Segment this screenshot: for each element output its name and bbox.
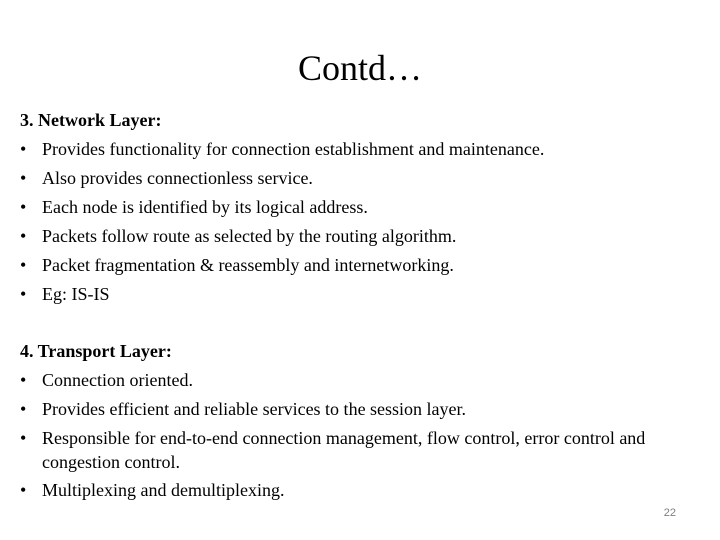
list-item: [20, 193, 700, 222]
transport-layer-heading: 4. Transport Layer:: [20, 341, 172, 361]
bullet-text: Each node is identified by its logical address.: [42, 197, 368, 217]
list-item: [20, 395, 700, 424]
list-item: [20, 164, 700, 193]
list-item: [20, 366, 700, 395]
bullet-text: Connection oriented.: [42, 370, 193, 390]
bullet-icon: •: [20, 197, 27, 217]
list-item: [20, 135, 700, 164]
bullet-icon: •: [20, 284, 27, 304]
bullet-icon: •: [20, 255, 27, 275]
list-item: [20, 222, 700, 251]
bullet-icon: •: [20, 226, 27, 246]
bullet-text: Eg: IS-IS: [42, 284, 110, 304]
bullet-text: Also provides connectionless service.: [42, 168, 313, 188]
bullet-icon: •: [20, 428, 27, 448]
list-item: [20, 426, 700, 474]
slide-body: [20, 106, 700, 505]
network-layer-bullets: [20, 135, 700, 309]
bullet-text: Multiplexing and demultiplexing.: [42, 480, 285, 500]
page-number: 22: [663, 507, 676, 519]
list-item: [20, 476, 700, 505]
list-item: [20, 280, 700, 309]
transport-layer-bullets: [20, 366, 700, 505]
bullet-text: Provides efficient and reliable services to the session layer.: [42, 399, 467, 419]
bullet-icon: •: [20, 480, 27, 500]
slide-title: Contd…: [297, 48, 422, 88]
bullet-icon: •: [20, 139, 27, 159]
bullet-text: Provides functionality for connection establishment and maintenance.: [42, 139, 545, 159]
bullet-text: Responsible for end-to-end connection management, flow control, error control and congestion control.: [42, 428, 646, 472]
bullet-text: Packets follow route as selected by the routing algorithm.: [42, 226, 457, 246]
bullet-icon: •: [20, 370, 27, 390]
list-item: [20, 251, 700, 280]
network-layer-heading: 3. Network Layer:: [20, 110, 162, 130]
section-spacer: [20, 309, 700, 337]
bullet-icon: •: [20, 168, 27, 188]
bullet-text: Packet fragmentation & reassembly and internetworking.: [42, 255, 454, 275]
bullet-icon: •: [20, 399, 27, 419]
